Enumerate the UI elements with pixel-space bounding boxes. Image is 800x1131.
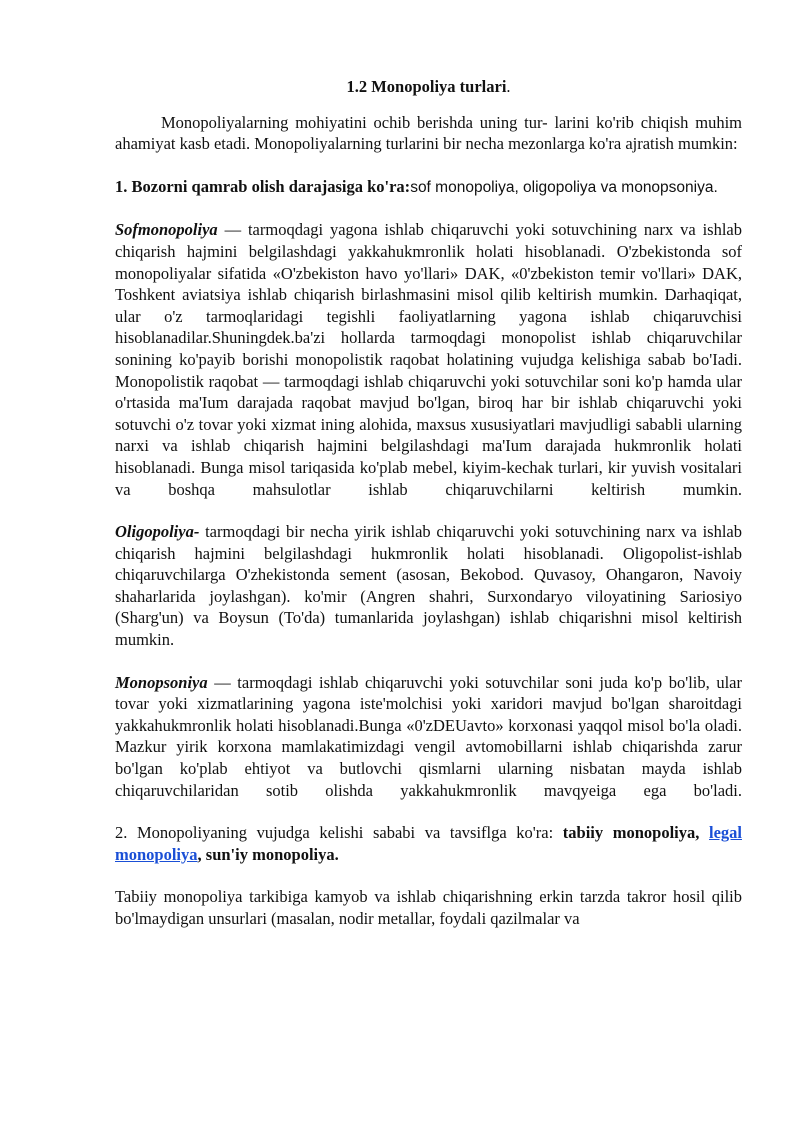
criterion-2-lead: 2. Monopoliyaning vujudga kelishi sababi va tavsiflga ko'ra: (115, 823, 563, 843)
oligopoliya-paragraph (115, 521, 742, 651)
sof-monopoliya-term: Sofmonopoliya (115, 220, 218, 240)
legal-monopoliya-link[interactable]: legal monopoliya (115, 823, 742, 864)
intro-paragraph: Monopoliyalarning mohiyatini ochib berishda uning tur- larini ko'rib chiqish muhim ahamiyat kasb etadi. Monopoliyalarning turlarini bir necha mezonlarga ko'ra ajratish mumkin: (115, 112, 742, 154)
monopsoniya-dash: — (207, 672, 238, 692)
section-title-text: 1.2 Monopoliya turlari (346, 77, 507, 96)
criterion-2-paragraph (115, 822, 742, 865)
monopsoniya-text: tarmoqdagi ishlab chiqaruvchi yoki sotuvchilar soni juda ko'p bo'lib, ular tovar yoki xizmatlarining yagona iste'molchisi yoki xaridori mavjud bo'lgan sharoitdagi yakkahukmronlik holati hisoblanadi.Bunga «0'zDEUavto» korxonasi yaqqol misol bo'la oladi. Mazkur yirik korxona mamlakatimizdagi vengil avtomobillarni ishlab chiqarishda zarur bo'lgan ko'plab ehtiyot va butlovchi qismlarni ularning nisbatan mayda ishlab chiqaruvchilaridan sotib olishda yakkahukmronlik mavqyeiga ega bo'ladi. (115, 672, 742, 800)
criterion-1-text: sof monopoliya, oligopoliya va monopsoniya. (410, 178, 718, 196)
criterion-2-bold-2: , sun'iy monopoliya. (197, 844, 339, 864)
criterion-2-bold-1: tabiiy monopoliya, (562, 823, 709, 843)
sof-dash: — (217, 220, 248, 240)
sof-monopoliya-paragraph (115, 219, 742, 500)
sof-monopoliya-text: tarmoqdagi yagona ishlab chiqaruvchi yoki sotuvchining narx va ishlab chiqarish hajmini belgilashdagi yakkahukmronlik holati hisoblanadi. O'zbekistonda sof monopoliyalar sifatida «O'zbekiston havo yo'llari» DAK, «0'zbekiston temir vo'llari» DAK, Toshkent aviatsiya ishlab chiqarish birlashmasini misol qilib keltirish mumkin. Darhaqiqat, ular o'z tarmoqlaridagi tegishli faoliyatlarning yagona ishlab chiqaruvchisi hisoblanadilar.Shuningdek.ba'zi hollarda tarmoqdagi monopolist ishlab chiqaruvchilar sonining ko'payib borishi monopolistik raqobat holatining vujudga kelishiga sabab bo'Iadi. Monopolistik raqobat — tarmoqdagi ishlab chiqaruvchi yoki sotuvchilar soni ko'p hamda ular o'rtasida ma'Ium darajada raqobat mavjud bo'lgan, biroq har bir ishlab chiqaruvchi yoki sotuvchi o'z tovar yoki xizmat ining alohida, maxsus xususiyatlari mavjudligi sababli ularning narxi va ishlab chiqarish hajmini belgilashdagi ma'Ium darajada hukmronlik holati hisoblanadi. Bunga misol tariqasida ko'plab mebel, kiyim-kechak turlari, kir yuvish vositalari va boshqa mahsulotlar ishlab chiqaruvchilarni keltirish mumkin. (115, 220, 742, 499)
criterion-1-paragraph (115, 176, 742, 199)
tabiiy-monopoliya-paragraph: Tabiiy monopoliya tarkibiga kamyob va ishlab chiqarishning erkin tarzda takror hosil qilib bo'lmaydigan unsurlari (masalan, nodir metallar, foydali qazilmalar va (115, 887, 742, 928)
section-title (115, 76, 742, 98)
monopsoniya-paragraph (115, 672, 742, 802)
document-page (115, 70, 742, 951)
monopsoniya-term: Monopsoniya (115, 672, 208, 692)
title-period: . (506, 77, 511, 96)
oligopoliya-term: Oligopoliya- (115, 522, 200, 542)
oligopoliya-text: tarmoqdagi bir necha yirik ishlab chiqaruvchi yoki sotuvchining narx va ishlab chiqarish hajmini belgilashdagi hukmronlik holati hisoblanadi. Oligopolist-ishlab chiqaruvchilarga O'zhekistonda sement (asosan, Bekobod. Quvasoy, Ohangaron, Navoiy shaharlarida joylashgan). ko'mir (Angren shahri, Surxondaryo viloyatining Sariosiyo (Sharg'un) va Boysun (To'da) tumanlarida joylashgan) ishlab chiqarishni misol keltirish mumkin. (115, 522, 742, 650)
criterion-1-lead: 1. Bozorni qamrab olish darajasiga ko'ra: (115, 176, 411, 196)
